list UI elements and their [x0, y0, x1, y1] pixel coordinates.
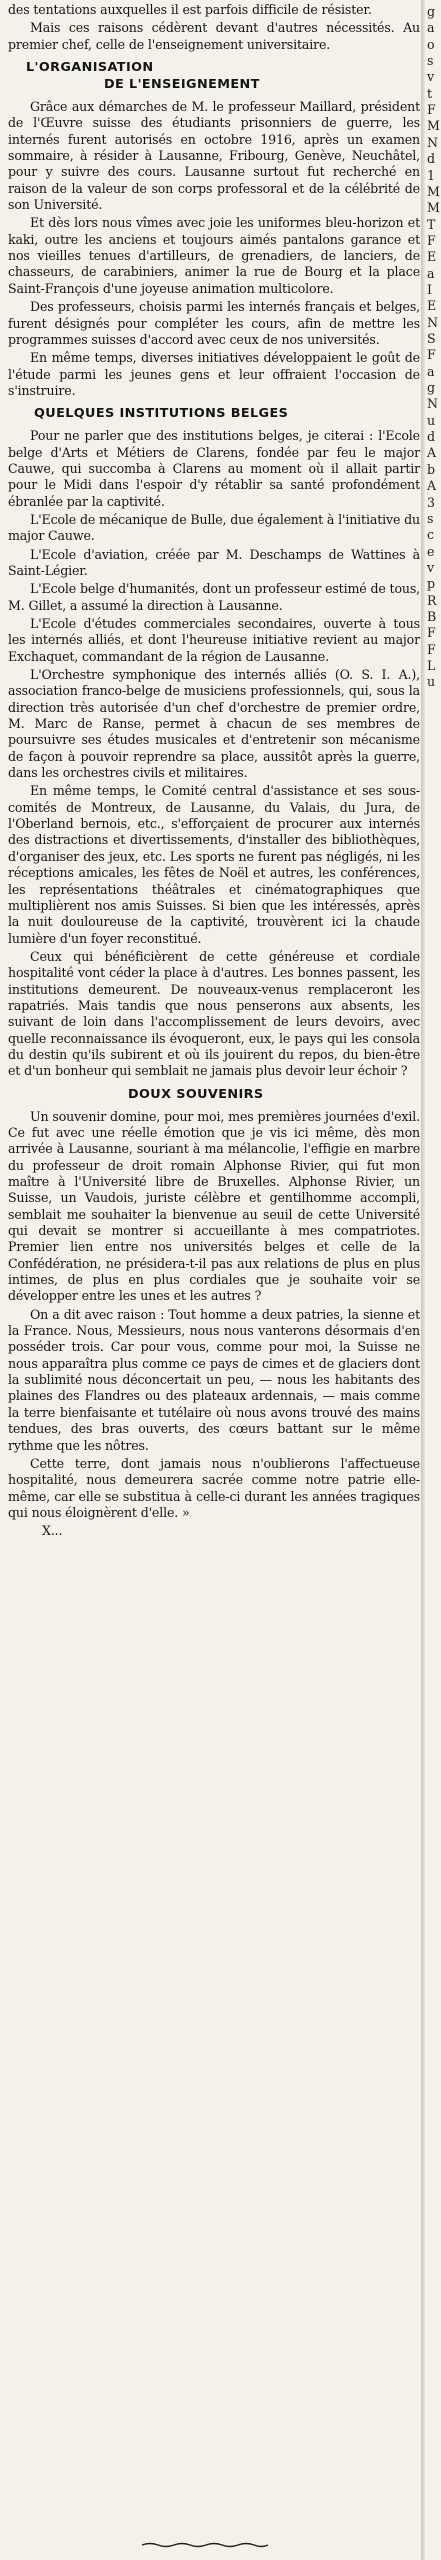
paragraph: Un souvenir domine, pour moi, mes premières journées d'exil. Ce fut avec une réelle émotion que je vis ici même, dès mon arrivée à Lausanne, souriant à ma mélancolie, l'effigie en marbre du professeur de droit romain Alphonse Rivier, qui fut mon maître à l'Université libre de Bruxelles. Alphonse Rivier, un Suisse, un Vaudois, juriste célèbre et gentilhomme accompli, semblait me souhaiter la bienvenue au seuil de cette Université qui devait se montrer si accueillante à mes compatriotes. Premier lien entre nos universités belges et celle de la Confédération, ne présidera-t-il pas aux relations de plus en plus intimes, de plus en plus cordiales que je souhaite voir se développer entre les unes et les autres ?	[8, 1108, 420, 1304]
gutter-letter: v	[427, 69, 435, 85]
gutter-letter: s	[427, 53, 434, 69]
page-fold-shadow	[421, 0, 425, 2560]
gutter-letter: t	[427, 85, 433, 101]
section-heading-organisation	[8, 59, 420, 93]
gutter-letter: c	[427, 527, 435, 543]
gutter-letter: s	[427, 510, 434, 526]
article-column	[8, 2, 420, 1542]
gutter-letter: a	[427, 20, 435, 36]
gutter-letter: a	[427, 265, 435, 281]
gutter-letter: E	[427, 249, 437, 265]
paragraph: Et dès lors nous vîmes avec joie les uniformes bleu-horizon et kaki, outre les anciens et toujours aimés pantalons garance et nos vieilles tenues d'artilleurs, de grenadiers, de lanciers, de chasseurs, de carabiniers, animer la rue de Bourg et la place Saint-François d'une joyeuse animation multicolore.	[8, 215, 420, 296]
paragraph: Grâce aux démarches de M. le professeur Maillard, président de l'Œuvre suisse des étudiants prisonniers de guerre, les internés furent autorisés en octobre 1916, après un examen sommaire, à résider à Lausanne, Fribourg, Genève, Neuchâtel, pour y suivre des cours. Lausanne surtout fut recherché en raison de la valeur de son corps professoral et de la célébrité de son Université.	[8, 99, 420, 213]
paragraph: En même temps, diverses initiatives développaient le goût de l'étude parmi les jeunes gens et leur offraient l'occasion de s'instruire.	[8, 350, 420, 398]
gutter-letter: F	[427, 641, 436, 657]
ornamental-end-rule	[140, 2542, 270, 2548]
section-heading-souvenirs: DOUX SOUVENIRS	[128, 1086, 264, 1102]
paragraph: L'Ecole belge d'humanités, dont un professeur estimé de tous, M. Gillet, a assumé la direction à Lausanne.	[8, 581, 420, 613]
heading-line: L'ORGANISATION	[26, 60, 154, 76]
gutter-letter: L	[427, 658, 436, 673]
gutter-letter: B	[427, 608, 437, 624]
gutter-letter: A	[427, 478, 437, 494]
gutter-letter: M	[427, 183, 440, 199]
gutter-letter: e	[427, 543, 435, 559]
paragraph: On a dit avec raison : Tout homme a deux patries, la sienne et la France. Nous, Messieurs, nous nous vanterons désormais d'en posséder trois. Car pour vous, comme pour moi, la Suisse ne nous apparaîtra plus comme ce pays de cimes et de glaciers dont la sublimité nous déconcertait un peu, — nous les habitants des plaines des Flandres ou des plateaux ardennais, — mais comme la terre bienfaisante et tutélaire où nous avons trouvé des mains tendues, des bras ouverts, des cœurs battant sur le même rythme que les nôtres.	[8, 1306, 420, 1453]
gutter-letter: u	[427, 674, 436, 690]
gutter-letter: M	[427, 118, 440, 134]
paragraph: Pour ne parler que des institutions belges, je citerai : l'Ecole belge d'Arts et Métiers de Clarens, fondée par feu le major Cauwe, qui succomba à Clarens au moment où il allait partir pour le Midi dans l'espoir d'y rétablir sa santé profondément ébranlée par la captivité.	[8, 428, 420, 509]
section-heading-institutions: QUELQUES INSTITUTIONS BELGES	[34, 406, 289, 422]
gutter-letter: 3	[427, 494, 436, 510]
paragraph: Mais ces raisons cédèrent devant d'autres nécessités. Au premier chef, celle de l'enseignement universitaire.	[8, 20, 420, 52]
gutter-letter: E	[427, 298, 437, 314]
paragraph: L'Orchestre symphonique des internés alliés (O. S. I. A.), association franco-belge de musiciens professionnels, qui, sous la direction très autorisée d'un chef d'orchestre de premier ordre, M. Marc de Ranse, permet à chacun de ses membres de poursuivre ses études musicales et d'entretenir son mécanisme de façon à pouvoir reprendre sa place, aussitôt après la guerre, dans les orchestres civils et militaires.	[8, 667, 420, 781]
gutter-letter: F	[427, 232, 436, 248]
gutter-letter: S	[427, 331, 436, 346]
gutter-letter: T	[427, 216, 436, 232]
gutter-letter: N	[427, 134, 439, 150]
gutter-letter: p	[427, 576, 436, 592]
gutter-letter: u	[427, 412, 436, 428]
gutter-letter: g	[427, 380, 436, 396]
gutter-letter: a	[427, 363, 435, 379]
gutter-letter: A	[427, 445, 437, 461]
paragraph: Cette terre, dont jamais nous n'oublierons l'affectueuse hospitalité, nous demeurera sacrée comme notre patrie elle-même, car elle se substitua à celle-ci durant les années tragiques qui nous éloignèrent d'elle. »	[8, 1455, 420, 1520]
gutter-letter: F	[427, 347, 436, 363]
gutter-letter: o	[427, 36, 435, 52]
heading-line: DE L'ENSEIGNEMENT	[104, 77, 260, 93]
author-signature: X...	[42, 1523, 63, 1539]
paragraph: En même temps, le Comité central d'assistance et ses sous-comités de Montreux, de Lausanne, du Valais, du Jura, de l'Oberland bernois, etc., s'efforçaient de procurer aux internés des distractions et divertissements, d'installer des bibliothèques, d'organiser des jeux, etc. Les sports ne furent pas négligés, ni les réceptions amicales, les fêtes de Noël et autres, les conférences, les représentations théâtrales et cinématographiques que multiplièrent nos amis Suisses. Si bien que les intéressés, après la nuit douloureuse de la captivité, trouvèrent ici la chaude lumière d'un foyer reconstitué.	[8, 783, 420, 946]
gutter-letter: N	[427, 314, 439, 330]
gutter-letter: d	[427, 429, 436, 445]
adjacent-column-fragment	[426, 0, 441, 2560]
paragraph: L'Ecole de mécanique de Bulle, due également à l'initiative du major Cauwe.	[8, 511, 420, 544]
gutter-letter: 1	[427, 167, 436, 183]
gutter-letter: v	[427, 559, 435, 575]
gutter-letter: d	[427, 151, 436, 167]
paragraph: L'Ecole d'aviation, créée par M. Deschamps de Wattines à Saint-Légier.	[8, 546, 420, 578]
paragraph: Ceux qui bénéficièrent de cette généreuse et cordiale hospitalité vont céder la place à d'autres. Les bonnes passent, les institutions demeurent. De nouveaux-venus remplaceront les rapatriés. Mais tandis que nous penserons aux absents, les suivant de loin dans l'accomplissement de leurs devoirs, avec quelle reconnaissance ils évoqueront, eux, le pays qui les consola du destin qu'ils subirent et où ils jouirent du repos, du bien-être et d'un bonheur qui semblait ne jamais plus devoir leur échoir ?	[8, 948, 420, 1079]
gutter-letter: F	[427, 102, 436, 118]
gutter-letter: I	[427, 281, 432, 297]
paragraph: Des professeurs, choisis parmi les internés français et belges, furent désignés pour compléter les cours, afin de mettre les programmes suisses d'accord avec ceux de nos universités.	[8, 299, 420, 347]
gutter-letter: M	[427, 200, 440, 216]
gutter-letter: F	[427, 625, 436, 641]
gutter-letter: g	[427, 4, 436, 19]
gutter-letter: R	[427, 592, 437, 608]
gutter-letter: b	[427, 461, 436, 477]
gutter-letter: N	[427, 396, 439, 412]
paragraph-continuation: des tentations auxquelles il est parfois difficile de résister.	[8, 2, 372, 17]
paragraph: L'Ecole d'études commerciales secondaires, ouverte à tous les internés alliés, et dont l'heureuse initiative revient au major Exchaquet, commandant de la région de Lausanne.	[8, 616, 420, 664]
